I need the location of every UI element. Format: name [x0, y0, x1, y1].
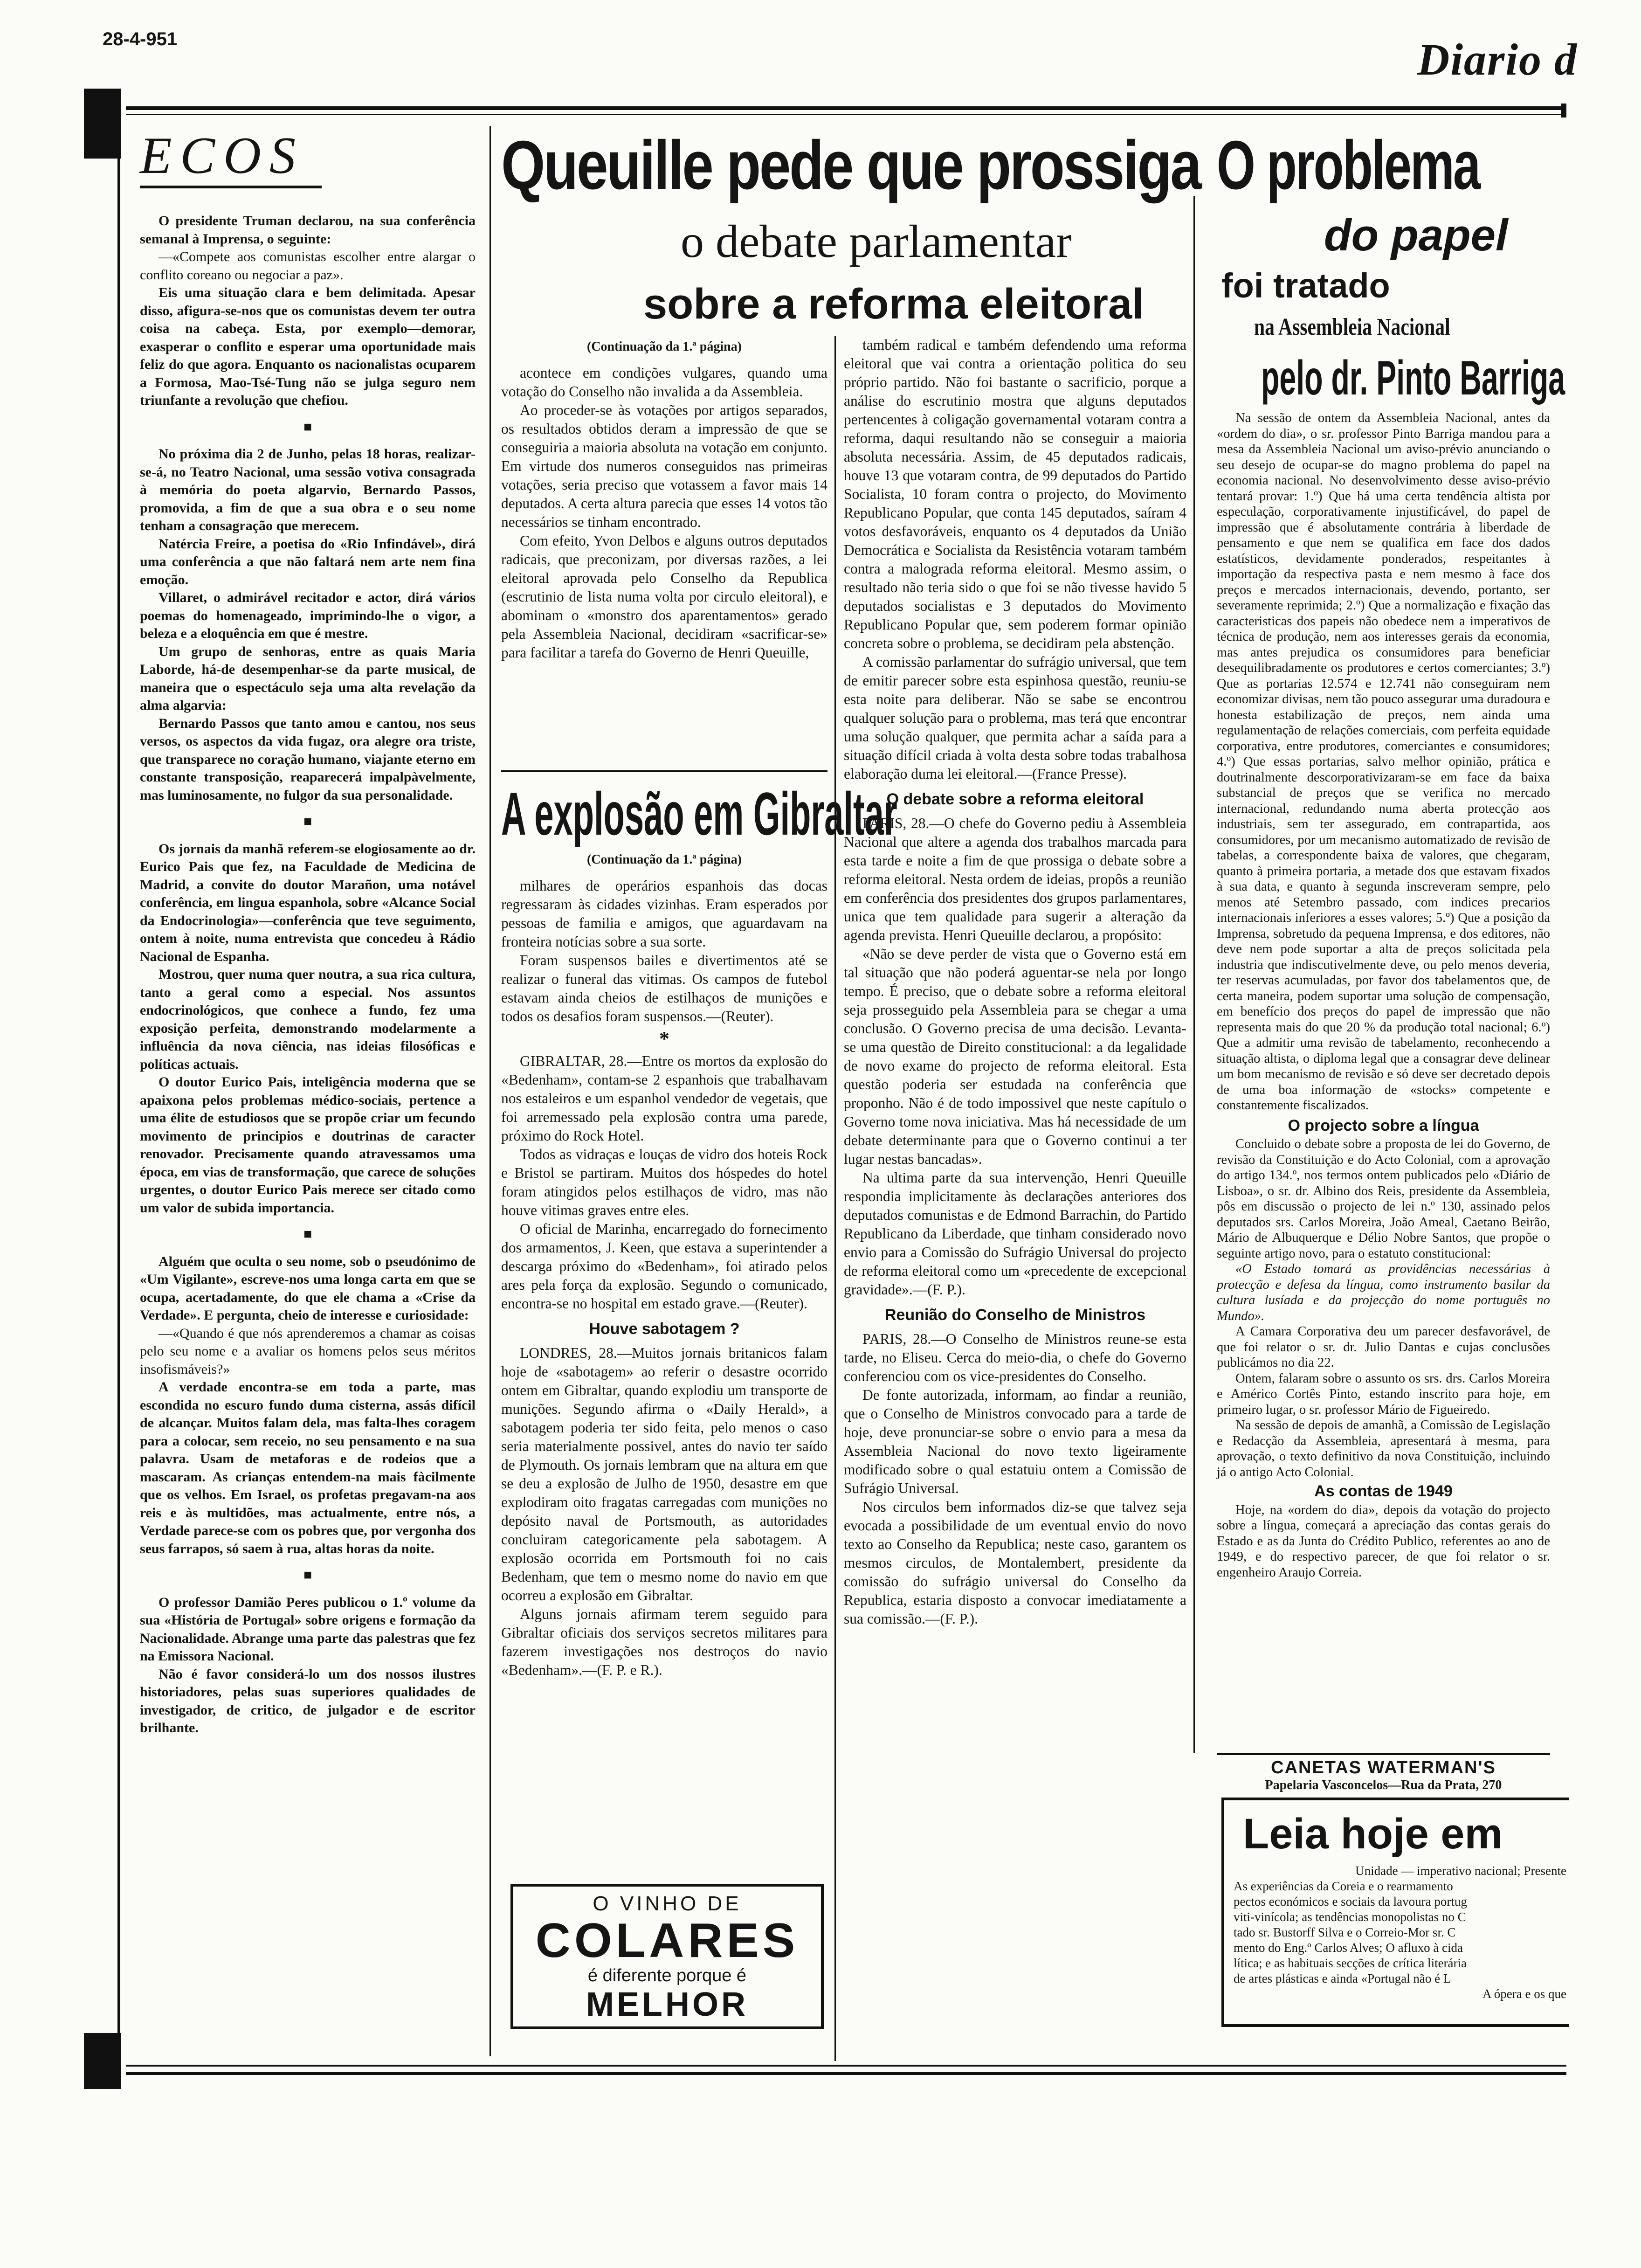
ecos-underline [140, 186, 322, 188]
ecos-paragraph: O professor Damião Peres publicou o 1.º volume da sua «História de Portugal» sobre origens e formação da Nacionalidade. Abrange uma parte das palestras que fez na Emissora Nacional. [140, 1594, 476, 1664]
queuille-paragraph: PARIS, 28.—O Conselho de Ministros reune-se esta tarde, no Eliseu. Cerca do meio-dia, o chefe do Governo conferenciou com os vice-presidentes do Conselho. [844, 1331, 1186, 1384]
gibraltar-headline: A explosão em Gibraltar [501, 780, 897, 848]
gibraltar-paragraph: Alguns jornais afirmam terem seguido para Gibraltar oficiais dos serviços secretos militares para fazerem investigações nos destroços do navio «Bedenham».—(F. P. e R.). [501, 1606, 827, 1678]
papel-paragraph: Concluido o debate sobre a proposta de lei do Governo, de revisão da Constituição e do Acto Colonial, com a aprovação do artigo 134.º, nos termos ontem publicados pelo «Diário de Lisboa», o sr. dr. Albino dos Reis, presidente da Assembleia, pôs em discussão o projecto de lei n.º 130, assinado pelos deputados srs. Carlos Moreira, João Ameal, Caetano Beirão, Mário de Albuquerque e Délio Nobre Santos, que propõe o seguinte artigo novo, para o estatuto constitucional: [1217, 1137, 1550, 1261]
ecos-paragraph: Mostrou, quer numa quer noutra, a sua rica cultura, tanto a geral como a especial. Nos assuntos endocrinológicos, que conhece a fundo, fez uma exposição perfeita, demonstrando modelarmente a influência da nova ciência, nas ideias filosóficas e políticas actuais. [140, 967, 476, 1072]
queuille-subheadline-2: sobre a reforma eleitoral [643, 280, 1144, 328]
ecos-paragraph: —«Quando é que nós aprenderemos a chamar as coisas pelo seu nome e a avaliar os homens pelos seus méritos insofismáveis?» [140, 1325, 476, 1377]
queuille-paragraph: A comissão parlamentar do sufrágio universal, que tem de emitir parecer sobre esta espinhosa questão, reuniu-se esta noite para deliberar. Não se sabe se encontrou qualquer solução para o problema, mas terá que encontrar uma solução qualquer, que permita achar a saída para a situação difícil criada à volta desta sobre todas trabalhosa elaboração duma lei eleitoral.—(France Presse). [844, 654, 1186, 782]
leia-line: tado sr. Bustorff Silva e o Correio-Mor sr. C [1234, 1925, 1456, 1939]
margin-block-top [84, 89, 121, 159]
waterman-advertisement [1217, 1753, 1550, 1793]
gibraltar-paragraph: milhares de operários espanhois das docas regressaram às cidades vizinhas. Eram esperados por pessoas de familia e amigos, que aguardavam na fronteira notícias sobre a sua sorte. [501, 878, 827, 950]
ecos-title: ECOS [140, 127, 304, 185]
ecos-paragraph: O presidente Truman declarou, na sua conferência semanal à Imprensa, o seguinte: [140, 213, 476, 247]
ecos-paragraph: Bernardo Passos que tanto amou e cantou, nos seus versos, os aspectos da vida fugaz, ora alegre ora triste, que transparece no coração humano, viajante eterno em constante transposição, reaparecerá impalpàvelmente, mas luminosamente, no fulgor da sua personalidade. [140, 715, 476, 803]
colares-line-1: O VINHO DE [593, 1892, 742, 1915]
bottom-rule [126, 2065, 1566, 2067]
colares-line-3: é diferente porque é [587, 1966, 747, 1985]
section-bullet: ■ [303, 1567, 312, 1583]
papel-headline-3: foi tratado [1221, 266, 1390, 305]
contas-subheading: As contas de 1949 [1314, 1482, 1453, 1500]
left-margin-line [117, 140, 120, 2061]
ecos-column [140, 212, 476, 1737]
papel-paragraph: Ontem, falaram sobre o assunto os srs. drs. Carlos Moreira e Américo Cortês Pinto, estando inscrito para hoje, em primeiro lugar, o sr. professor Mário de Figueiredo. [1217, 1371, 1550, 1417]
queuille-paragraph: Com efeito, Yvon Delbos e alguns outros deputados radicais, que preconizam, por diversas razões, a lei eleitoral aprovada pelo Conselho da Republica (escrutinio de lista numa volta por circulo eleitoral), e abominam o «monstro dos aparentamentos» gerado pela Assembleia Nacional, decidiram «sacrificar-se» para facilitar a tarefa do Governo de Henri Queuille, [501, 532, 827, 661]
section-bullet: ■ [303, 814, 312, 829]
leia-line: viti-vinícola; as tendências monopolistas no C [1234, 1910, 1466, 1924]
ecos-paragraph: A verdade encontra-se em toda a parte, mas escondida no escuro fundo duma cisterna, assás difícil de alcançar. Muitos falam dela, mas falta-lhes coragem para a colocar, sem receio, no seu pensamento e na sua palavra. Usam de metaforas e de rodeios que a mascaram. As crianças entendem-na mais fàcilmente que os velhos. Em Israel, os profetas pregavam-na aos reis e às multidões, mas actualmente, entre nós, a Verdade parece-se com os pobres que, por vergonha dos seus farrapos, só saem à rua, altas horas da noite. [140, 1379, 476, 1556]
gibraltar-column [501, 849, 827, 1680]
leia-line: As experiências da Coreia e o rearmamento [1234, 1879, 1453, 1893]
colares-advertisement [510, 1884, 824, 2029]
papel-paragraph: Na sessão de depois de amanhã, a Comissão de Legislação e Redacção da Assembleia, apresentará à mesma, para aprovação, o texto definitivo da nova Constituição, incluindo já o antigo Acto Colonial. [1217, 1418, 1550, 1480]
ecos-paragraph: O doutor Eurico Pais, inteligência moderna que se apaixona pelos problemas médico-sociais, pertence a uma élite de estudiosos que se propõe criar um fecundo movimento de principios e doutrinas de caracter renovador. Precisamente quando atravessamos uma época, em vias de transformação, que carece de soluções urgentes, o doutor Eurico Pais merece ser citado como um valor de subida importancia. [140, 1074, 476, 1216]
bottom-rule-thin [126, 2072, 1566, 2075]
column-divider-3 [1193, 196, 1195, 1753]
gibraltar-paragraph: O oficial de Marinha, encarregado do fornecimento dos armamentos, J. Keen, que estava a superintender a descarga próximo do «Bedenham», foi atirado pelos ares pela força da explosão. Segundo o comunicado, encontra-se no hospital em estado grave.—(Reuter). [501, 1221, 827, 1312]
debate-subheading: O debate sobre a reforma eleitoral [886, 790, 1144, 808]
ecos-paragraph: No próxima dia 2 de Junho, pelas 18 horas, realizar-se-á, no Teatro Nacional, uma sessão votiva consagrada à memória do poeta algarvio, Bernardo Passos, promovida, a fim de que a sua obra e o seu nome tenham a consagração que merecem. [140, 446, 476, 533]
queuille-paragraph: Na ultima parte da sua intervenção, Henri Queuille respondia implicitamente às declarações anteriores dos deputados comunistas e de Edmond Barrachin, do Partido Republicano da Liberdade, que tinham considerado novo envio para a Comissão do Sufrágio Universal do projecto de reforma eleitoral como um «precedente de excepcional gravidade».—(F. P.). [844, 1169, 1186, 1298]
queuille-column-2 [844, 336, 1186, 1628]
leia-hoje-lines [1234, 1863, 1569, 2002]
colares-line-4: MELHOR [586, 1986, 748, 2023]
leia-line: pectos económicos e sociais da lavoura portug [1234, 1895, 1467, 1908]
papel-paragraph: A Camara Corporativa deu um parecer desfavorável, de que foi relator o sr. dr. Julio Dantas e cujas conclusões publicámos no dia 22. [1217, 1324, 1550, 1370]
queuille-subheadline-1: o debate parlamentar [681, 215, 1072, 267]
papel-paragraph: «O Estado tomará as providências necessárias à protecção e defesa da língua, como instrumento basilar da cultura lusíada e da projecção do nome português no Mundo». [1217, 1262, 1550, 1323]
top-rule-right-end [1561, 104, 1566, 118]
leia-line: Unidade — imperativo nacional; Presente [1355, 1864, 1566, 1878]
queuille-paragraph: De fonte autorizada, informam, ao findar a reunião, que o Conselho de Ministros convocado para a tarde de hoje, deve pronunciar-se sobre o envio para a mesa da Assembleia Nacional do novo texto ligeiramente modificado sobre o qual estatuiu ontem a Comissão de Sufrágio Universal. [844, 1387, 1186, 1496]
section-bullet: ■ [303, 1226, 312, 1242]
issue-date: 28-4-951 [103, 29, 178, 49]
queuille-paragraph: Ao proceder-se às votações por artigos separados, os resultados obtidos deram a impressão de que se conseguiria a maioria absoluta na votação em conjunto. Em virtude dos numeros conseguidos nas primeiras votações, seria preciso que votassem a favor mais 14 deputados. A certa altura parecia que esses 14 votos tão necessários se tinham encontrado. [501, 402, 827, 530]
ecos-paragraph: Alguém que oculta o seu nome, sob o pseudónimo de «Um Vigilante», escreve-nos uma longa carta em que se ocupa, acertadamente, do que ele chama a «Crise da Verdade». E pergunta, cheio de interesse e curiosidade: [140, 1253, 476, 1323]
conselho-subheading: Reunião do Conselho de Ministros [884, 1306, 1146, 1324]
leia-line: A ópera e os que [1482, 1987, 1566, 2001]
queuille-column-1 [501, 336, 827, 662]
asterisk-separator: * [659, 1027, 669, 1050]
leia-line: mento do Eng.º Carlos Alves; O afluxo à cida [1234, 1941, 1463, 1955]
column-divider-2 [834, 336, 836, 2061]
gibraltar-top-rule [501, 770, 827, 772]
queuille-paragraph: Nos circulos bem informados diz-se que talvez seja evocada a possibilidade de um eventual envio do novo texto ao Conselho da Republica; neste caso, garantem os mesmos circulos, de Montalembert, presidente da comissão do sufrágio universal do Conselho da Republica, estaria disposto a convocar imediatamente a sua comissão.—(F. P.). [844, 1499, 1186, 1627]
queuille-paragraph: «Não se deve perder de vista que o Governo está em tal situação que não poderá aguentar-se nela por longo tempo. É preciso, que o debate sobre a reforma eleitoral seja prosseguido pela Assembleia para se chegar a uma conclusão. O Governo precisa de uma decisão. Levanta-se uma questão de Direito constitucional: a da legalidade de novo exame do projecto de reforma eleitoral. Esta questão poderia ser estudada na conferência que proponho. Não é de todo impossivel que neste capítulo o Governo tome nova iniciativa. Mas há necessidade de um debate determinante para que o Governo continui a ter lugar nestas bancadas». [844, 946, 1186, 1167]
papel-headline-1: O problema [1217, 127, 1480, 204]
queuille-headline: Queuille pede que prossiga [501, 127, 1200, 204]
ecos-paragraph: Eis uma situação clara e bem delimitada. Apesar disso, afigura-se-nos que os comunistas devem ter outra coisa na cabeça. Esta, por exemplo—demorar, exasperar o conflito e esperar uma oportunidade mais feliz do que agora. Enquanto os nacionalistas ocuparem a Formosa, Mao-Tsé-Tung não se julga seguro nem triunfante a revolução que chefiou. [140, 285, 476, 408]
leia-hoje-title: Leia hoje em [1243, 1810, 1503, 1858]
ecos-paragraph: Os jornais da manhã referem-se elogiosamente ao dr. Eurico Pais que fez, na Faculdade de Medicina de Madrid, a convite do doutor Marañon, uma notável conferência, em lingua espanhola, sobre «Alcance Social da Endocrinologia»—conferência que teve seguimento, ontem à noite, numa entrevista que concedeu à Rádio Nacional de Espanha. [140, 841, 476, 964]
papel-paragraph: Na sessão de ontem da Assembleia Nacional, antes da «ordem do dia», o sr. professor Pinto Barriga mandou para a mesa da Assembleia Nacional um aviso-prévio anunciando o seu desejo de ocupar-se do magno problema do papel na economia nacional. No desenvolvimento desse aviso-prévio tentará provar: 1.º) Que há uma certa tendência altista por especulação, corporativamente injustificável, do papel de impressão que é absolutamente contrária à liberdade de pensamento e que nem se qualifica em face dos dados estatísticos, devidamente ponderados, respeitantes à importação da respectiva pasta e nem mesmo à face dos preços e mercados internacionais, devendo, portanto, ser severamente reprimida; 2.º) Que a normalização e fixação das caracteristicas dos papeis não obedece nem a imperativos de técnica de produção, nem aos interesses gerais da economia, mas antes prejudica os consumidores para beneficiar desequilibradamente os produtores e certos comerciantes; 3.º) Que as portarias 12.574 e 12.741 não conseguiram nem economizar divisas, nem tão pouco assegurar uma duradoura e honesta estabilização de preços, nem ainda uma regulamentação de relações comerciais, com perfeita equidade corporativa, entre produtores, comerciantes e consumidores; 4.º) Que essas portarias, salvo melhor opinião, prática e doutrinalmente descorporativizaram-se em face da baixa substancial de preços que se verifica no mercado internacional, redundando numa aberta protecção aos industriais, sem ter assegurado, em contrapartida, aos consumidores, por um mecanismo automatizado de revisão de tabelas, a correspondente baixa de valores, que chegaram, quanto à primeira portaria, a metade dos que estavam fixados à sua data, e quanto à segunda inscreveram sempre, pelo menos até Setembro passado, com indices precarios internacionais inferiores a esses valores; 5.º) Que a posição da Imprensa, sobretudo da pequena Imprensa, e dos editores, não deve nem pode suportar a alta de preços solicitada pela industria que indiscutivelmente deve, ou pelo menos deveria, ter reservas acumuladas, por favor dos tabelamentos que, de certa maneira, podem suportar uma solução de compensação, em benefício dos preços do papel de impressão que não representa mais do que 20 % da produção total nacional; 6.º) Que a admitir uma revisão de tabelamento, reconhecendo a situação altista, o diploma legal que a consagrar deve delinear um bom mecanismo de revisão e só deve ser decretado depois de uma boa informação de «stocks» competente e constantemente fiscalizados. [1217, 411, 1550, 1113]
ecos-paragraph: Natércia Freire, a poetisa do «Rio Infindável», dirá uma conferência a que não faltará nem arte nem fina emoção. [140, 536, 476, 588]
lingua-subheading: O projecto sobre a língua [1288, 1116, 1479, 1134]
gibraltar-paragraph: Todos as vidraças e louças de vidro dos hoteis Rock e Bristol se partiram. Muitos dos hóspedes do hotel foram atingidos pelos estilhaços de vidro, mas não houve vitimas graves entre eles. [501, 1146, 827, 1218]
continuation-note: (Continuação da 1.ª página) [586, 339, 742, 354]
ecos-paragraph: Um grupo de senhoras, entre as quais Maria Laborde, há-de desempenhar-se da parte musical, de maneira que o espectáculo seja uma alta revelação da alma algarvia: [140, 643, 476, 713]
section-bullet: ■ [303, 419, 312, 435]
queuille-paragraph: acontece em condições vulgares, quando uma votação do Conselho não invalida a da Assembleia. [501, 365, 827, 400]
papel-headline-2: do papel [1324, 210, 1508, 260]
ecos-paragraph: —«Compete aos comunistas escolher entre alargar o conflito coreano ou negociar a paz». [140, 249, 476, 283]
margin-block-bottom [84, 2033, 121, 2089]
papel-headline-4: na Assembleia Nacional [1254, 314, 1450, 340]
queuille-paragraph: PARIS, 28.—O chefe do Governo pediu à Assembleia Nacional que altere a agenda dos trabalhos marcada para esta tarde e noite a fim de que prossiga o debate sobre a reforma eleitoral. Nesta ordem de ideias, propôs a reunião em conferência dos presidentes dos grupos parlamentares, unica que tem qualidade para sugerir a alteração da agenda prevista. Henri Queuille declarou, a propósito: [844, 815, 1186, 943]
gibraltar-paragraph: Foram suspensos bailes e divertimentos até se realizar o funeral das vitimas. Os campos de futebol estavam ainda cheios de estilhaços de munições e todos os desafios foram suspensos.—(Reuter). [501, 952, 827, 1024]
top-rule-thin [126, 114, 1566, 115]
leia-line: lítica; e as habituais secções de crítica literária [1234, 1956, 1467, 1970]
papel-column [1217, 410, 1550, 1580]
sabotage-subheading: Houve sabotagem ? [589, 1320, 740, 1338]
top-rule [126, 106, 1566, 110]
ecos-paragraph: Não é favor considerá-lo um dos nossos ilustres historiadores, pelas suas superiores qualidades de investigador, de critico, de julgador e de escritor brilhante. [140, 1666, 476, 1736]
masthead: Diario d [1417, 35, 1578, 84]
gibraltar-paragraph: LONDRES, 28.—Muitos jornais britanicos falam hoje de «sabotagem» ao referir o desastre ocorrido ontem em Gibraltar, quando explodiu um transporte de munições. Segundo afirma o «Daily Herald», a sabotagem poderia ter sido feita, pelo menos o caso seria materialmente possivel, antes do navio ter saído de Plymouth. Os jornais lembram que na altura em que se deu a explosão de Julho de 1950, desastre em que explodiram oito fragatas carregadas com munições no depósito naval de Portsmouth, as autoridades concluiram categoricamente pela sabotagem. A explosão ocorrida em Portsmouth foi no cais Bedenham, que tem o mesmo nome do navio em que ocorreu a explosão em Gibraltar. [501, 1345, 827, 1604]
continuation-note: (Continuação da 1.ª página) [586, 852, 742, 867]
column-divider-1 [490, 126, 491, 2056]
gibraltar-paragraph: GIBRALTAR, 28.—Entre os mortos da explosão do «Bedenham», contam-se 2 espanhois que trabalhavam nos estaleiros e um espanhol vendedor de vegetais, que foi arremessado pela explosão contra uma parede, próximo do Rock Hotel. [501, 1053, 827, 1144]
queuille-paragraph: também radical e também defendendo uma reforma eleitoral que vai contra a orientação politica do seu próprio partido. Não foi bastante o sacrificio, porque a análise do escrutinio mostra que alguns deputados pertencentes à coligação governamental votaram contra a reforma, daqui resultando não se conseguir a maioria absoluta necessária. Assim, de 45 deputados radicais, houve 13 que votaram contra, de 99 deputados do Partido Socialista, 10 foram contra o projecto, do Movimento Republicano Popular, que conta 145 deputados, saíram 4 votos desfavoráveis, enquanto os 4 deputados da União Democrática e Socialista da Resistência votaram também contra a malograda reforma eleitoral. Mesmo assim, o resultado não teria sido o que foi se não tivesse havido 5 deputados socialistas e 3 deputados do Movimento Republicano Popular que, sem poderem formar opinião concreta sobre o problema, se decidiram pela abstenção. [844, 337, 1186, 651]
colares-line-2: COLARES [535, 1914, 799, 1968]
leia-line: de artes plásticas e ainda «Portugal não é L [1234, 1971, 1451, 1985]
papel-headline-5: pelo dr. Pinto Barriga [1261, 351, 1565, 405]
waterman-title: CANETAS WATERMAN'S [1271, 1758, 1496, 1777]
waterman-subtitle: Papelaria Vasconcelos—Rua da Prata, 270 [1265, 1778, 1502, 1792]
ecos-paragraph: Villaret, o admirável recitador e actor, dirá vários poemas do homenageado, imprimindo-lhe o vigor, a beleza e a eloquência em que é mestre. [140, 590, 476, 641]
papel-paragraph: Hoje, na «ordem do dia», depois da votação do projecto sobre a língua, começará a apreciação das contas gerais do Estado e as da Junta do Crédito Publico, referentes ao ano de 1949, e do respectivo parecer, de que foi relator o sr. engenheiro Araujo Correia. [1217, 1502, 1550, 1580]
leia-hoje-advertisement [1221, 1798, 1569, 2027]
